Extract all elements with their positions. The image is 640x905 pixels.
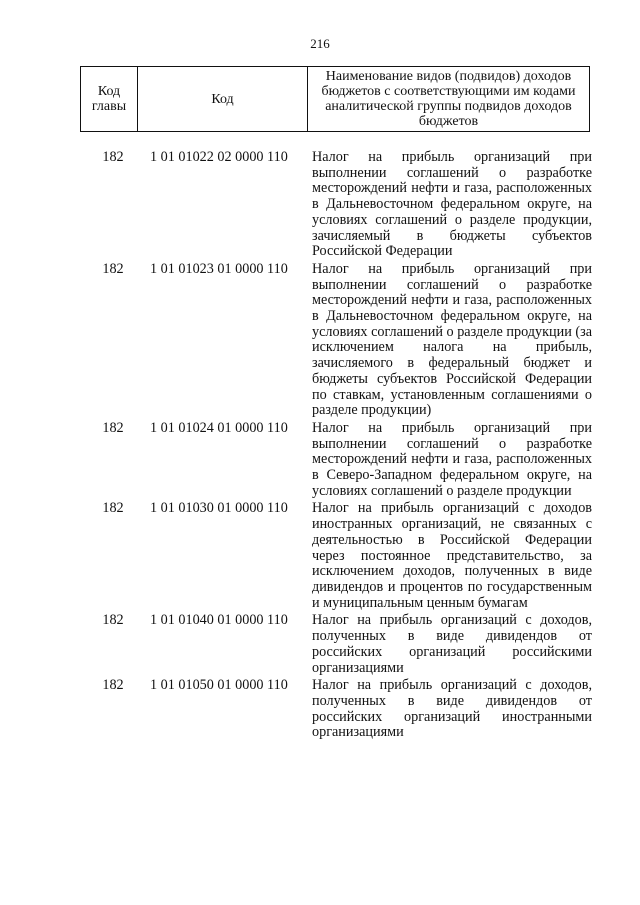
name-cell: Налог на прибыль организаций при выполнении соглашений о разработке месторождений нефти и газа, расположенных в Северо-Западном федеральном округе, на условиях соглашений о разделе продукции xyxy=(312,419,592,499)
table-row xyxy=(80,150,592,260)
header-code: Код xyxy=(138,67,308,131)
chapter-code-cell: 182 xyxy=(102,149,124,165)
code-cell: 1 01 01030 01 0000 110 xyxy=(150,500,288,517)
table-row xyxy=(80,262,592,419)
name-cell: Налог на прибыль организаций при выполнении соглашений о разработке месторождений нефти и газа, расположенных в Дальневосточном федеральном округе, на условиях соглашений о разделе продукции, зачисляемый в бюджеты субъектов Российской Федерации xyxy=(312,149,592,260)
code-cell: 1 01 01022 02 0000 110 xyxy=(150,149,288,165)
name-cell: Налог на прибыль организаций с доходов, полученных в виде дивидендов от российских организаций иностранными организациями xyxy=(312,677,592,741)
code-cell: 1 01 01024 01 0000 110 xyxy=(150,419,288,436)
code-cell: 1 01 01040 01 0000 110 xyxy=(150,612,288,629)
code-cell: 1 01 01050 01 0000 110 xyxy=(150,677,288,694)
table-row xyxy=(80,501,592,611)
chapter-code-cell: 182 xyxy=(102,677,124,694)
code-cell: 1 01 01023 01 0000 110 xyxy=(150,260,288,277)
name-cell: Налог на прибыль организаций при выполнении соглашений о разработке месторождений нефти и газа, расположенных в Дальневосточном федеральном округе, на условиях соглашений о разделе продукции (за исключением налога на прибыль, зачисляемого в федеральный бюджет и бюджеты субъектов Российской Федерации по ставкам, установленным соглашениями о разделе продукции) xyxy=(312,260,592,419)
header-chapter-code: Код главы xyxy=(81,67,138,131)
name-cell: Налог на прибыль организаций с доходов иностранных организаций, не связанных с деятельностью в Российской Федерации через постоянное представительство, за исключением доходов, полученных в виде дивидендов и процентов по государственным и муниципальным ценным бумагам xyxy=(312,500,592,611)
chapter-code-cell: 182 xyxy=(102,500,124,517)
table-header xyxy=(80,66,590,132)
table-body xyxy=(80,150,592,743)
chapter-code-cell: 182 xyxy=(102,260,124,277)
table-row xyxy=(80,613,592,676)
chapter-code-cell: 182 xyxy=(102,419,124,436)
table-row xyxy=(80,678,592,741)
name-cell: Налог на прибыль организаций с доходов, полученных в виде дивидендов от российских организаций российскими организациями xyxy=(312,612,592,676)
chapter-code-cell: 182 xyxy=(102,612,124,629)
table-row xyxy=(80,421,592,500)
page-number: 216 xyxy=(310,36,330,51)
header-name: Наименование видов (подвидов) доходов бюджетов с соответствующими им кодами аналитической группы подвидов доходов бюджетов xyxy=(321,69,576,129)
